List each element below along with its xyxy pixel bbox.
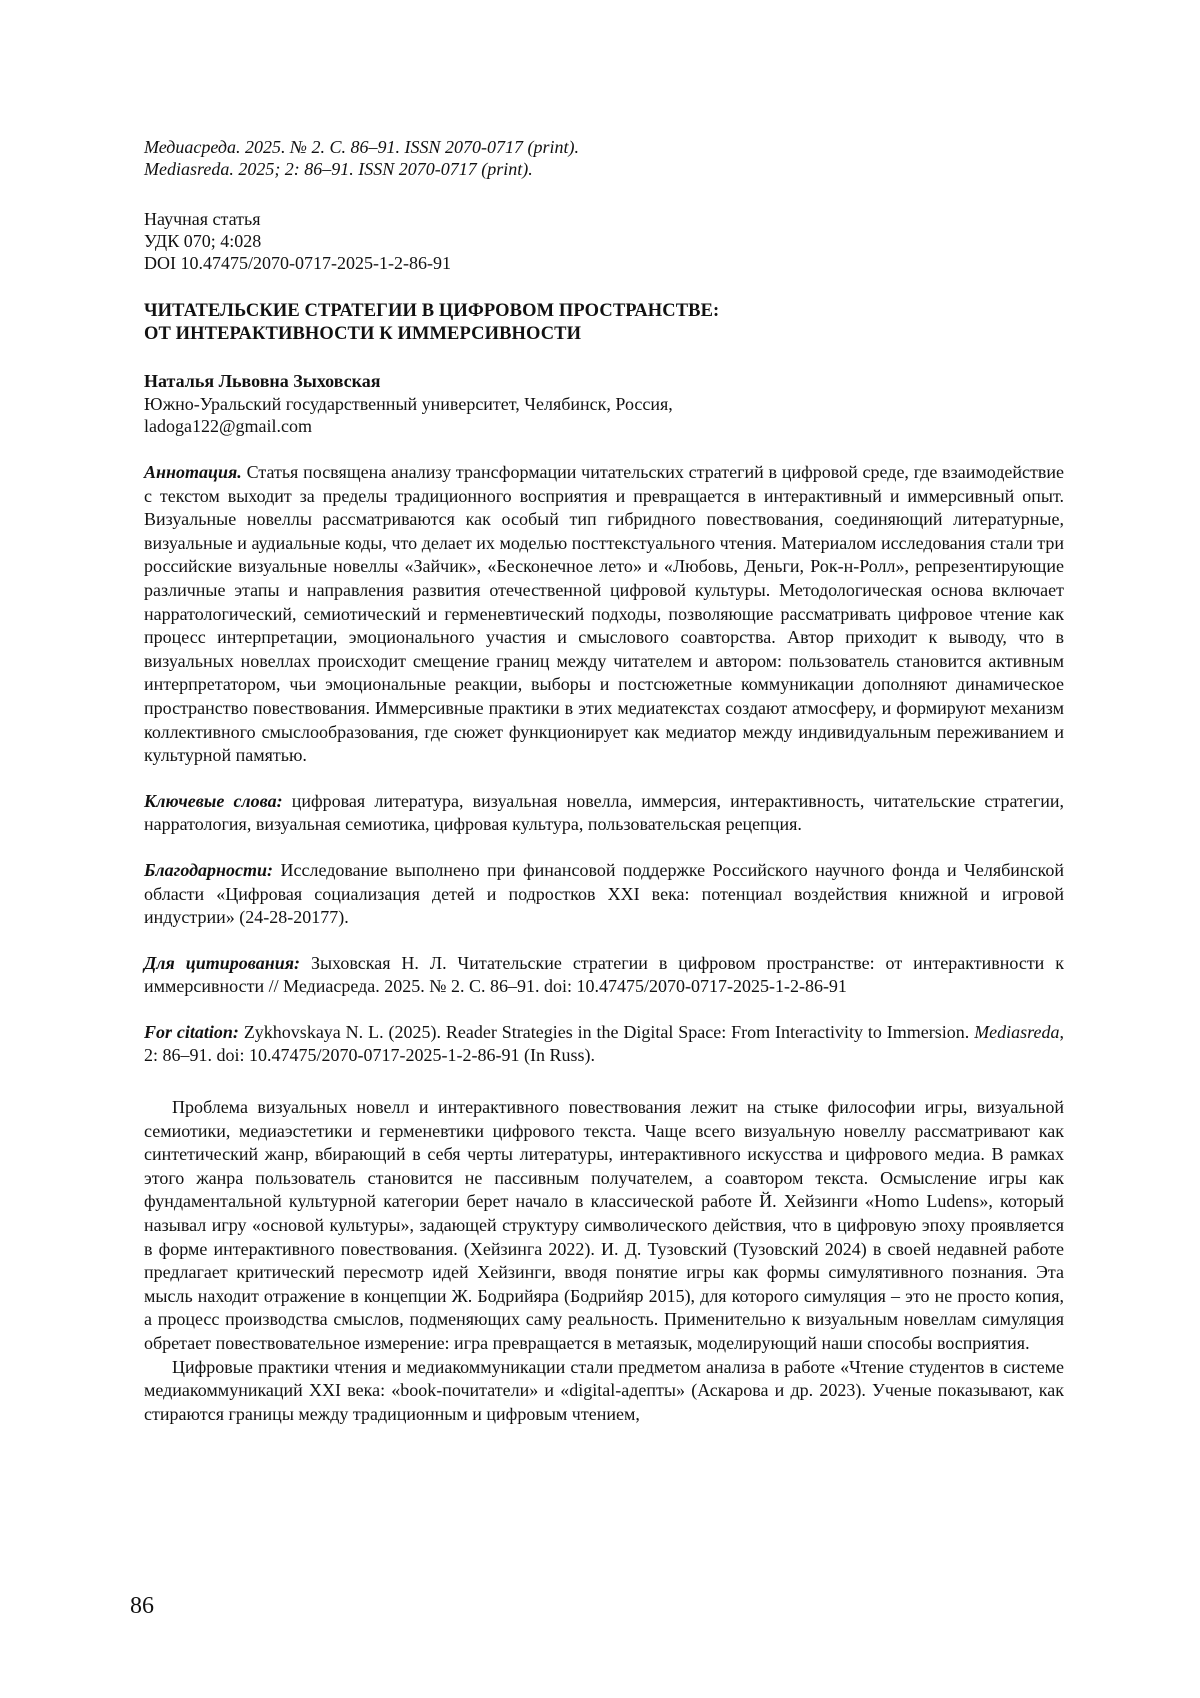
acknowledgments-text: Исследование выполнено при финансовой поддержке Российского научного фонда и Челябинской области «Цифровая социализация детей и подростков XXI века: потенциал воздействия книжной и игровой индустрии» (24-28-20177).	[144, 859, 1064, 928]
journal-info-en: Mediasreda. 2025; 2: 86–91. ISSN 2070-0717 (print).	[144, 159, 533, 179]
body-paragraph-2: Цифровые практики чтения и медиакоммуникации стали предметом анализа в работе «Чтение студентов в системе медиакоммуникаций XXI века: «book-почитатели» и «digital-адепты» (Аскарова и др. 2023). Ученые показывают, как стираются границы между традиционным и цифровым чтением,	[144, 1356, 1064, 1424]
citation-en	[144, 1021, 1064, 1068]
article-body	[144, 1096, 1064, 1426]
abstract-label: Аннотация.	[144, 462, 242, 482]
keywords-label: Ключевые слова:	[144, 790, 283, 811]
journal-info-ru: Медиасреда. 2025. № 2. С. 86–91. ISSN 2070-0717 (print).	[144, 137, 579, 157]
article-page	[144, 136, 1064, 1426]
citation-en-text-after: , 2: 86–91. doi: 10.47475/2070-0717-2025-1-2-86-91 (In Russ).	[144, 1021, 1065, 1066]
journal-info	[144, 136, 1064, 180]
abstract-text: Статья посвящена анализу трансформации читательских стратегий в цифровой среде, где взаимодействие с текстом выходит за пределы традиционного восприятия и превращается в интерактивный и иммерсивный опыт. Визуальные новеллы рассматриваются как особый тип гибридного повествования, соединяющий литературные, визуальные и аудиальные коды, что делает их моделью посттекстуального чтения. Материалом исследования стали три российские визуальные новеллы «Зайчик», «Бесконечное лето» и «Любовь, Деньги, Рок-н-Ролл», репрезентирующие различные этапы и направления развития отечественной цифровой культуры. Методологическая основа включает нарратологический, семиотический и герменевтический подходы, позволяющие рассматривать цифровое чтение как процесс интерпретации, эмоционального участия и смыслового соавторства. Автор приходит к выводу, что в визуальных новеллах происходит смещение границ между читателем и автором: пользователь становится активным интерпретатором, чьи эмоциональные реакции, выборы и постсюжетные коммуникации дополняют динамическое пространство повествования. Иммерсивные практики в этих медиатекстах создают атмосферу, и формируют механизм коллективного смыслообразования, где сюжет функционирует как медиатор между индивидуальным переживанием и культурной памятью.	[144, 462, 1065, 766]
keywords-text: цифровая литература, визуальная новелла, иммерсия, интерактивность, читательские стратегии, нарратология, визуальная семиотика, цифровая культура, пользовательская рецепция.	[144, 790, 1064, 835]
body-paragraph-1: Проблема визуальных новелл и интерактивного повествования лежит на стыке философии игры, визуальной семиотики, медиаэстетики и герменевтики цифрового текста. Чаще всего визуальную новеллу рассматривают как синтетический жанр, вбирающий в себя черты литературы, интерактивного искусства и цифрового медиа. В рамках этого жанра пользователь становится не пассивным получателем, а соавтором текста. Осмысление игры как фундаментальной культурной категории берет начало в классической работе Й. Хейзинги «Homo Ludens», который называл игру «основой культуры», задающей структуру символического действия, что в цифровую эпоху проявляется в форме интерактивного повествования. (Хейзинга 2022). И. Д. Тузовский (Тузовский 2024) в своей недавней работе предлагает критический пересмотр идей Хейзинги, вводя понятие игры как формы симулятивного познания. Эта мысль находит отражение в концепции Ж. Бодрийяра (Бодрийяр 2015), для которого симуляция – это не просто копия, а процесс производства смыслов, подменяющих саму реальность. Применительно к визуальным новеллам симуляция обретает повествовательное измерение: игра превращается в метаязык, моделирующий наши способы восприятия.	[144, 1097, 1064, 1353]
citation-ru	[144, 952, 1064, 999]
article-meta	[144, 208, 1064, 274]
citation-ru-label: Для цитирования:	[144, 952, 300, 973]
citation-en-label: For citation:	[144, 1021, 239, 1042]
doi: DOI 10.47475/2070-0717-2025-1-2-86-91	[144, 253, 451, 273]
citation-ru-text: Зыховская Н. Л. Читательские стратегии в цифровом пространстве: от интерактивности к иммерсивности // Медиасреда. 2025. № 2. С. 86–91. doi: 10.47475/2070-0717-2025-1-2-86-91	[144, 952, 1065, 997]
author-email: ladoga122@gmail.com	[144, 416, 313, 436]
page-number: 86	[130, 1593, 154, 1619]
citation-en-text-before: Zykhovskaya N. L. (2025). Reader Strategies in the Digital Space: From Interactivity to Immersion.	[243, 1021, 970, 1042]
author-affiliation: Южно-Уральский государственный университет, Челябинск, Россия,	[144, 394, 673, 414]
author-block	[144, 370, 1064, 437]
author-name: Наталья Львовна Зыховская	[144, 371, 381, 391]
acknowledgments	[144, 859, 1064, 930]
citation-en-journal: Mediasreda	[974, 1021, 1060, 1042]
article-title	[144, 300, 1064, 346]
udc-code: УДК 070; 4:028	[144, 231, 262, 251]
abstract	[144, 461, 1064, 768]
title-line-2: ОТ ИНТЕРАКТИВНОСТИ К ИММЕРСИВНОСТИ	[144, 324, 582, 344]
article-type: Научная статья	[144, 209, 261, 229]
acknowledgments-label: Благодарности:	[144, 859, 273, 880]
keywords	[144, 790, 1064, 837]
title-line-1: ЧИТАТЕЛЬСКИЕ СТРАТЕГИИ В ЦИФРОВОМ ПРОСТРАНСТВЕ:	[144, 301, 720, 321]
